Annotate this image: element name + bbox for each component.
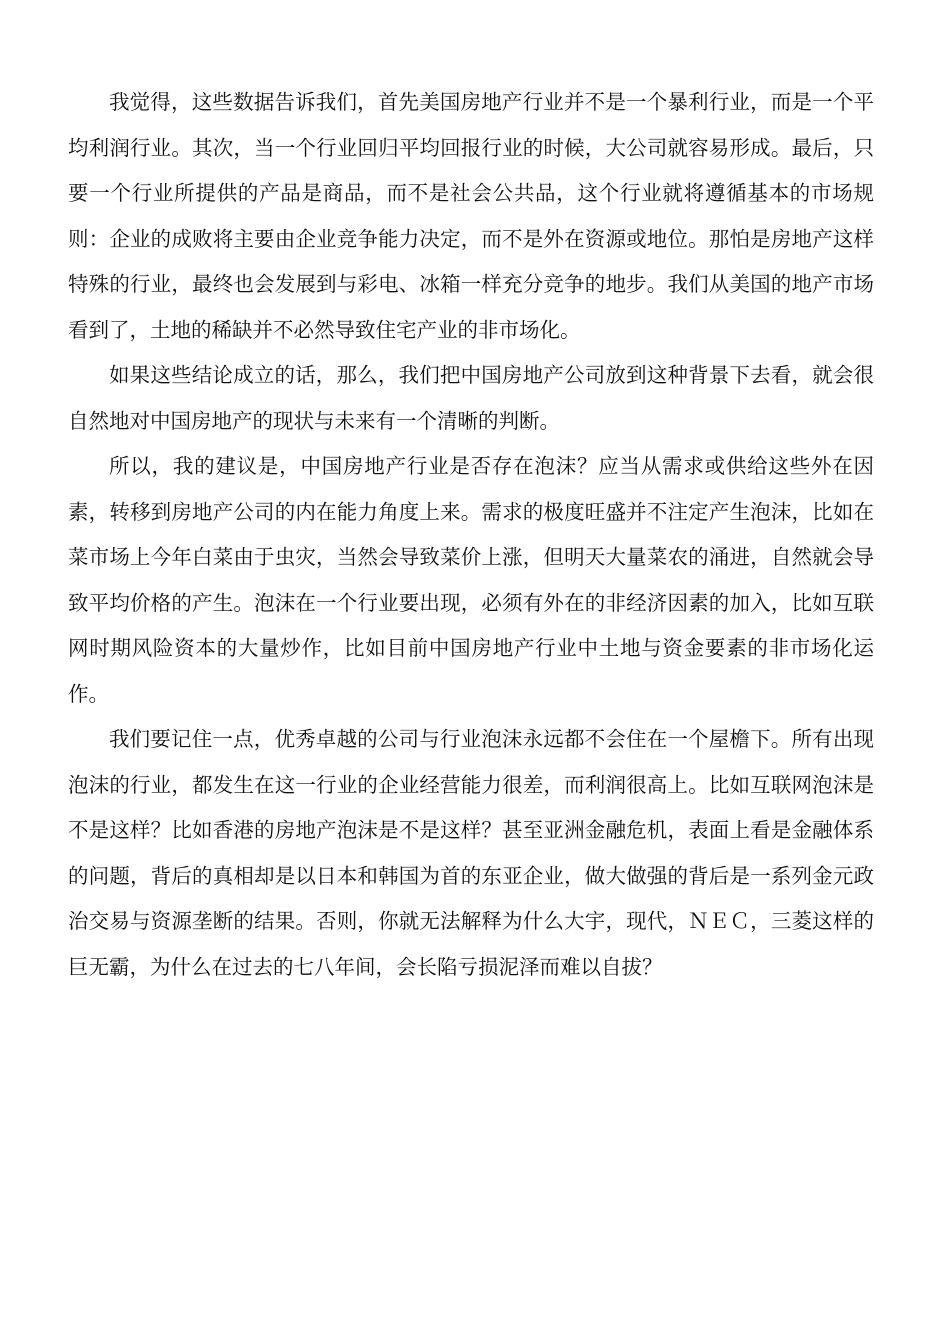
paragraph-4: 我们要记住一点，优秀卓越的公司与行业泡沫永远都不会住在一个屋檐下。所有出现泡沫的行业，都发生在这一行业的企业经营能力很差，而利润很高上。比如互联网泡沫是不是这样？比如香港的房地产泡沫是不是这样？甚至亚洲金融危机，表面上看是金融体系的问题，背后的真相却是以日本和韩国为首的东亚企业，做大做强的背后是一系列金元政治交易与资源垄断的结果。否则，你就无法解释为什么大宇，现代，ＮＥＣ，三菱这样的巨无霸，为什么在过去的七八年间，会长陷亏损泥泽而难以自拔？	[68, 727, 874, 979]
paragraph-3: 所以，我的建议是，中国房地产行业是否存在泡沫？应当从需求或供给这些外在因素，转移到房地产公司的内在能力角度上来。需求的极度旺盛并不注定产生泡沫，比如在菜市场上今年白菜由于虫灾，当然会导致菜价上涨，但明天大量菜农的涌进，自然就会导致平均价格的产生。泡沫在一个行业要出现，必须有外在的非经济因素的加入，比如互联网时期风险资本的大量炒作，比如目前中国房地产行业中土地与资金要素的非市场化运作。	[68, 454, 874, 706]
paragraph-2: 如果这些结论成立的话，那么，我们把中国房地产公司放到这种背景下去看，就会很自然地对中国房地产的现状与未来有一个清晰的判断。	[68, 363, 874, 433]
paragraph-1: 我觉得，这些数据告诉我们，首先美国房地产行业并不是一个暴利行业，而是一个平均利润行业。其次，当一个行业回归平均回报行业的时候，大公司就容易形成。最后，只要一个行业所提供的产品是商品，而不是社会公共品，这个行业就将遵循基本的市场规则：企业的成败将主要由企业竞争能力决定，而不是外在资源或地位。那怕是房地产这样特殊的行业，最终也会发展到与彩电、冰箱一样充分竞争的地步。我们从美国的地产市场看到了，土地的稀缺并不必然导致住宅产业的非市场化。	[68, 90, 874, 342]
document-body	[68, 80, 874, 990]
